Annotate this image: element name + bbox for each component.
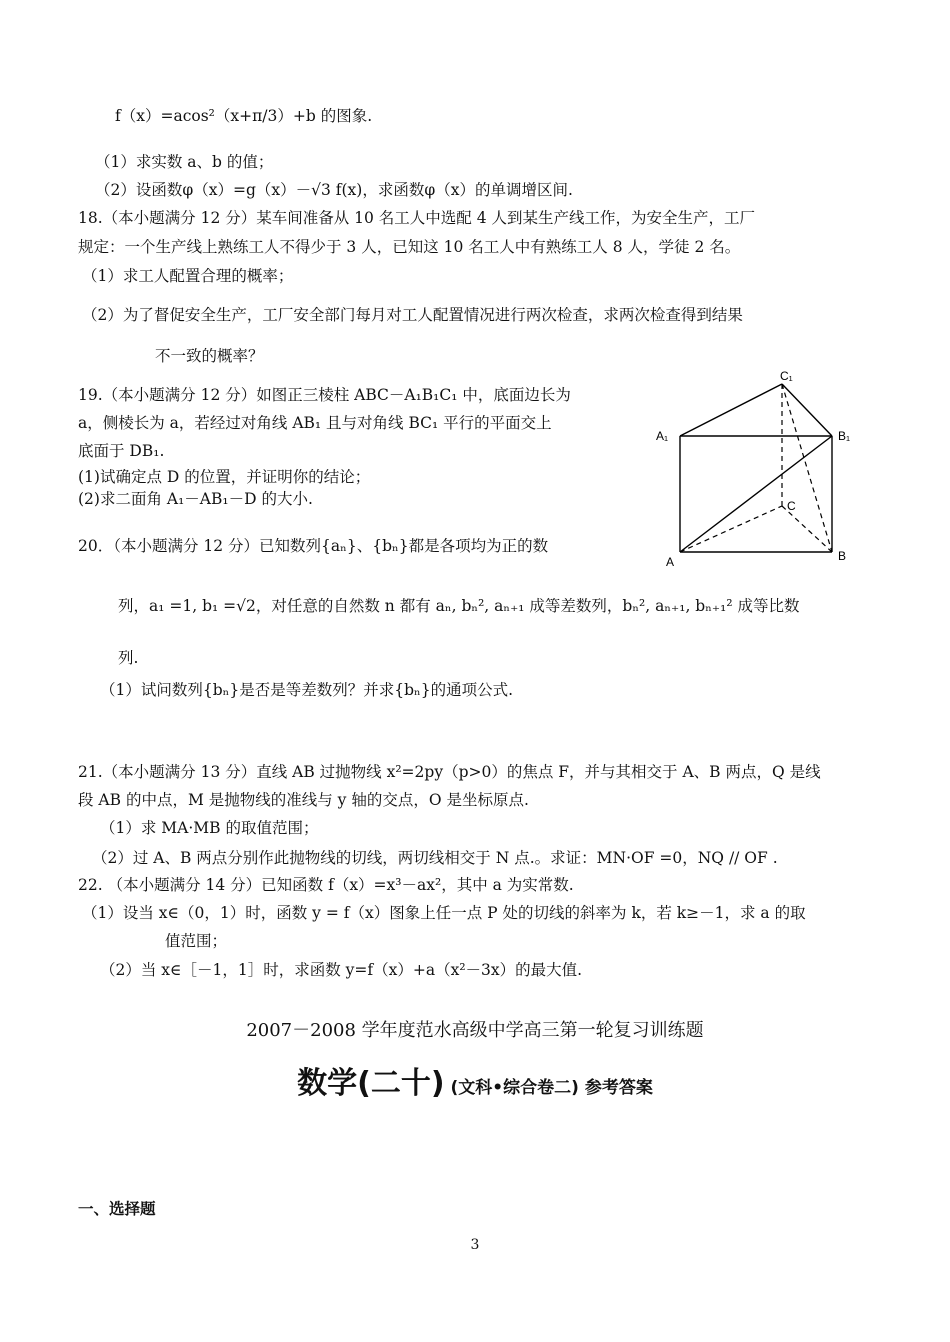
q21-line2: 段 AB 的中点，M 是抛物线的准线与 y 轴的交点，O 是坐标原点.: [78, 791, 529, 809]
q21-line1: 21.（本小题满分 13 分）直线 AB 过抛物线 x²=2py（p>0）的焦点 F，并与其相交于 A、B 两点，Q 是线: [78, 763, 821, 781]
q19-part1: (1)试确定点 D 的位置，并证明你的结论；: [78, 468, 371, 486]
q18-part2-line1: （2）为了督促安全生产，工厂安全部门每月对工人配置情况进行两次检查，求两次检查得到结果: [82, 306, 743, 324]
q20-line2: 列，a₁ =1, b₁ =√2，对任意的自然数 n 都有 aₙ, bₙ², aₙ₊₁ 成等差数列，bₙ², aₙ₊₁, bₙ₊₁² 成等比数: [118, 597, 800, 615]
q18-line2: 规定：一个生产线上熟练工人不得少于 3 人，已知这 10 名工人中有熟练工人 8 人，学徒 2 名。: [78, 238, 741, 256]
q22-part1-line2: 值范围；: [165, 932, 228, 950]
q22-line1: 22. （本小题满分 14 分）已知函数 f（x）=x³－ax²，其中 a 为实常数.: [78, 876, 574, 894]
title-sub: (文科•综合卷二) 参考答案: [444, 1078, 653, 1098]
label-a1: A₁: [656, 429, 669, 443]
q17-part2: （2）设函数φ（x）=g（x）－√3 f(x)，求函数φ（x）的单调增区间.: [95, 181, 573, 199]
section-heading: 一、选择题: [78, 1200, 156, 1218]
q17-part1: （1）求实数 a、b 的值；: [95, 153, 274, 171]
q19-line2: a，侧棱长为 a，若经过对角线 AB₁ 且与对角线 BC₁ 平行的平面交上: [78, 414, 552, 432]
title-main: 数学(二十): [297, 1066, 445, 1101]
q21-part2: （2）过 A、B 两点分别作此抛物线的切线，两切线相交于 N 点.。求证：MN·OF =0，NQ // OF .: [92, 849, 778, 867]
q19-part2: (2)求二面角 A₁－AB₁－D 的大小.: [78, 490, 313, 508]
q21-part1: （1）求 MA·MB 的取值范围；: [100, 819, 319, 837]
q22-part2: （2）当 x∈［－1，1］时，求函数 y=f（x）+a（x²－3x）的最大值.: [100, 961, 583, 979]
prism-figure: [650, 370, 865, 570]
page-number: 3: [470, 1237, 480, 1253]
label-a: A: [666, 555, 675, 569]
q22-part1-line1: （1）设当 x∈（0，1）时，函数 y = f（x）图象上任一点 P 处的切线的斜率为 k，若 k≥－1，求 a 的取: [82, 904, 806, 922]
q17-function-line: f（x）=acos²（x+π/3）+b 的图象.: [115, 107, 373, 125]
q18-part2-line2: 不一致的概率？: [155, 347, 264, 365]
q20-line1: 20．（本小题满分 12 分）已知数列{aₙ}、{bₙ}都是各项均为正的数: [78, 537, 549, 555]
document-title: [0, 1058, 950, 1102]
q18-line1: 18.（本小题满分 12 分）某车间准备从 10 名工人中选配 4 人到某生产线工作，为安全生产，工厂: [78, 209, 756, 227]
q19-line1: 19.（本小题满分 12 分）如图正三棱柱 ABC－A₁B₁C₁ 中，底面边长为: [78, 386, 571, 404]
label-b: B: [838, 549, 847, 563]
q20-part1: （1）试问数列{bₙ}是否是等差数列？并求{bₙ}的通项公式.: [100, 681, 513, 699]
label-b1: B₁: [838, 429, 851, 443]
document-subtitle: 2007－2008 学年度范水高级中学高三第一轮复习训练题: [246, 1020, 704, 1041]
label-c: C: [787, 499, 796, 513]
q19-line3: 底面于 DB₁.: [78, 442, 165, 460]
q20-line3: 列.: [118, 649, 139, 667]
label-c1: C₁: [780, 370, 793, 383]
q18-part1: （1）求工人配置合理的概率；: [82, 267, 294, 285]
